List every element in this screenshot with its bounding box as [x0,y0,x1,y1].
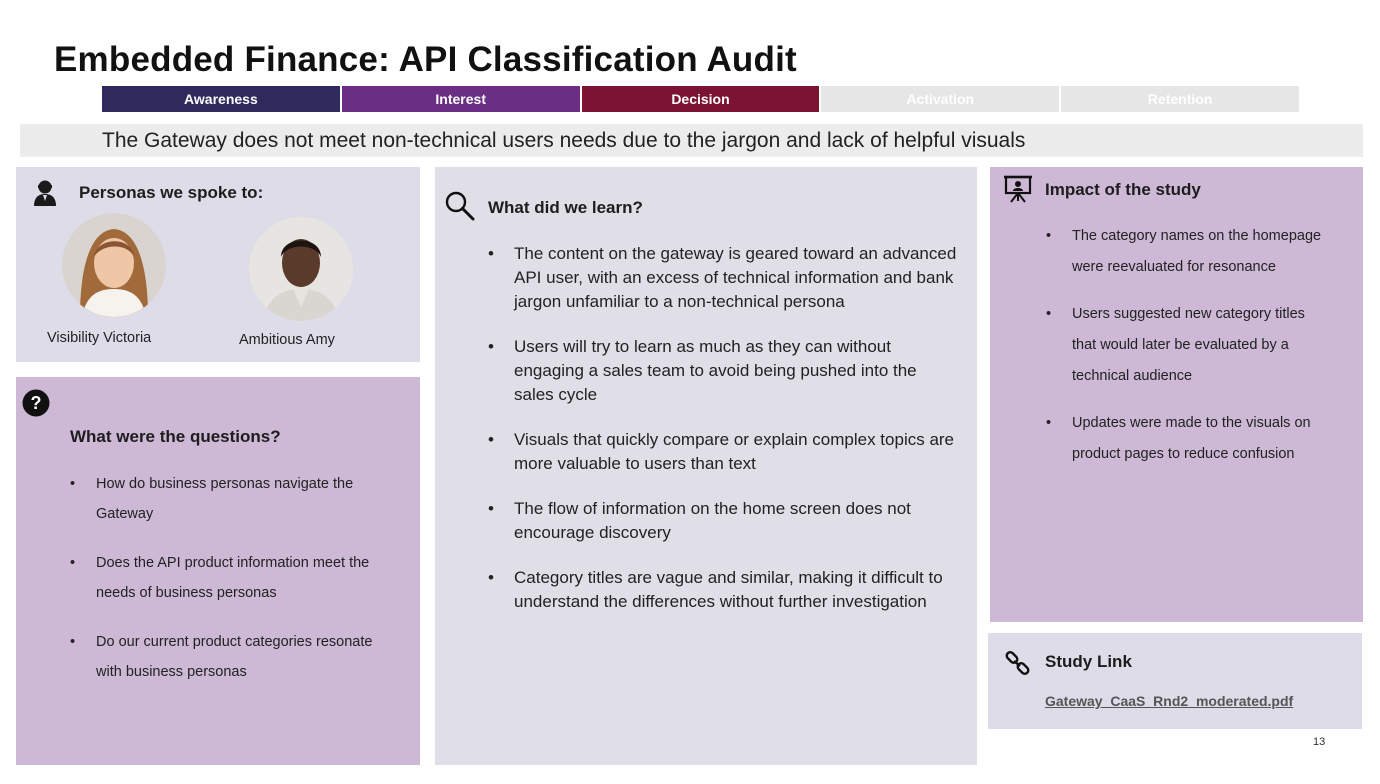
search-icon [445,191,475,221]
list-item: • The content on the gateway is geared toward an advanced API user, with an excess of technical information and bank jargon unfamiliar to a non-technical persona [514,242,959,314]
learnings-panel [435,167,977,765]
stage-activation: Activation [821,86,1059,112]
questions-list [96,469,396,706]
list-item: • Updates were made to the visuals on product pages to reduce confusion [1072,408,1332,470]
study-link-heading: Study Link [1045,652,1132,671]
list-item: • The flow of information on the home screen does not encourage discovery [514,497,959,545]
summary-text: The Gateway does not meet non-technical users needs due to the jargon and lack of helpful visuals [102,128,1026,152]
persona-name-amy: Ambitious Amy [239,332,335,348]
questions-panel [16,377,420,765]
list-item: • Visuals that quickly compare or explain complex topics are more valuable to users than text [514,428,959,476]
stage-decision: Decision [582,86,820,112]
stage-retention: Retention [1061,86,1299,112]
person-icon [32,179,58,207]
impact-panel [990,167,1363,622]
impact-heading: Impact of the study [1045,180,1201,199]
learn-heading: What did we learn? [488,198,643,217]
personas-heading: Personas we spoke to: [79,183,264,202]
list-item: • Users will try to learn as much as they can without engaging a sales team to avoid being pushed into the sales cycle [514,335,959,407]
list-item: • Does the API product information meet the needs of business personas [96,548,396,608]
page-title: Embedded Finance: API Classification Audit [54,40,797,79]
link-icon [1004,649,1032,677]
question-icon [22,389,50,417]
questions-heading: What were the questions? [70,427,281,446]
learnings-list [514,242,959,635]
list-item: • The category names on the homepage were reevaluated for resonance [1072,221,1332,283]
list-item: • Category titles are vague and similar, making it difficult to understand the differences without further investigation [514,566,959,614]
stage-awareness: Awareness [102,86,340,112]
impact-list [1072,221,1332,486]
personas-panel [16,167,420,362]
list-item: • Do our current product categories resonate with business personas [96,627,396,687]
avatar-victoria [62,213,166,317]
list-item: • Users suggested new category titles that would later be evaluated by a technical audience [1072,299,1332,392]
svg-text:?: ? [30,393,42,413]
journey-stage-bar [102,86,1299,112]
page-number: 13 [1313,736,1326,748]
study-link-panel [988,633,1362,729]
study-pdf-link[interactable]: Gateway_CaaS_Rnd2_moderated.pdf [1045,693,1294,709]
summary-banner [20,124,1363,157]
avatar-amy [249,217,353,321]
stage-interest: Interest [342,86,580,112]
persona-name-victoria: Visibility Victoria [47,330,152,346]
list-item: • How do business personas navigate the Gateway [96,469,396,529]
presentation-icon [1004,175,1032,203]
